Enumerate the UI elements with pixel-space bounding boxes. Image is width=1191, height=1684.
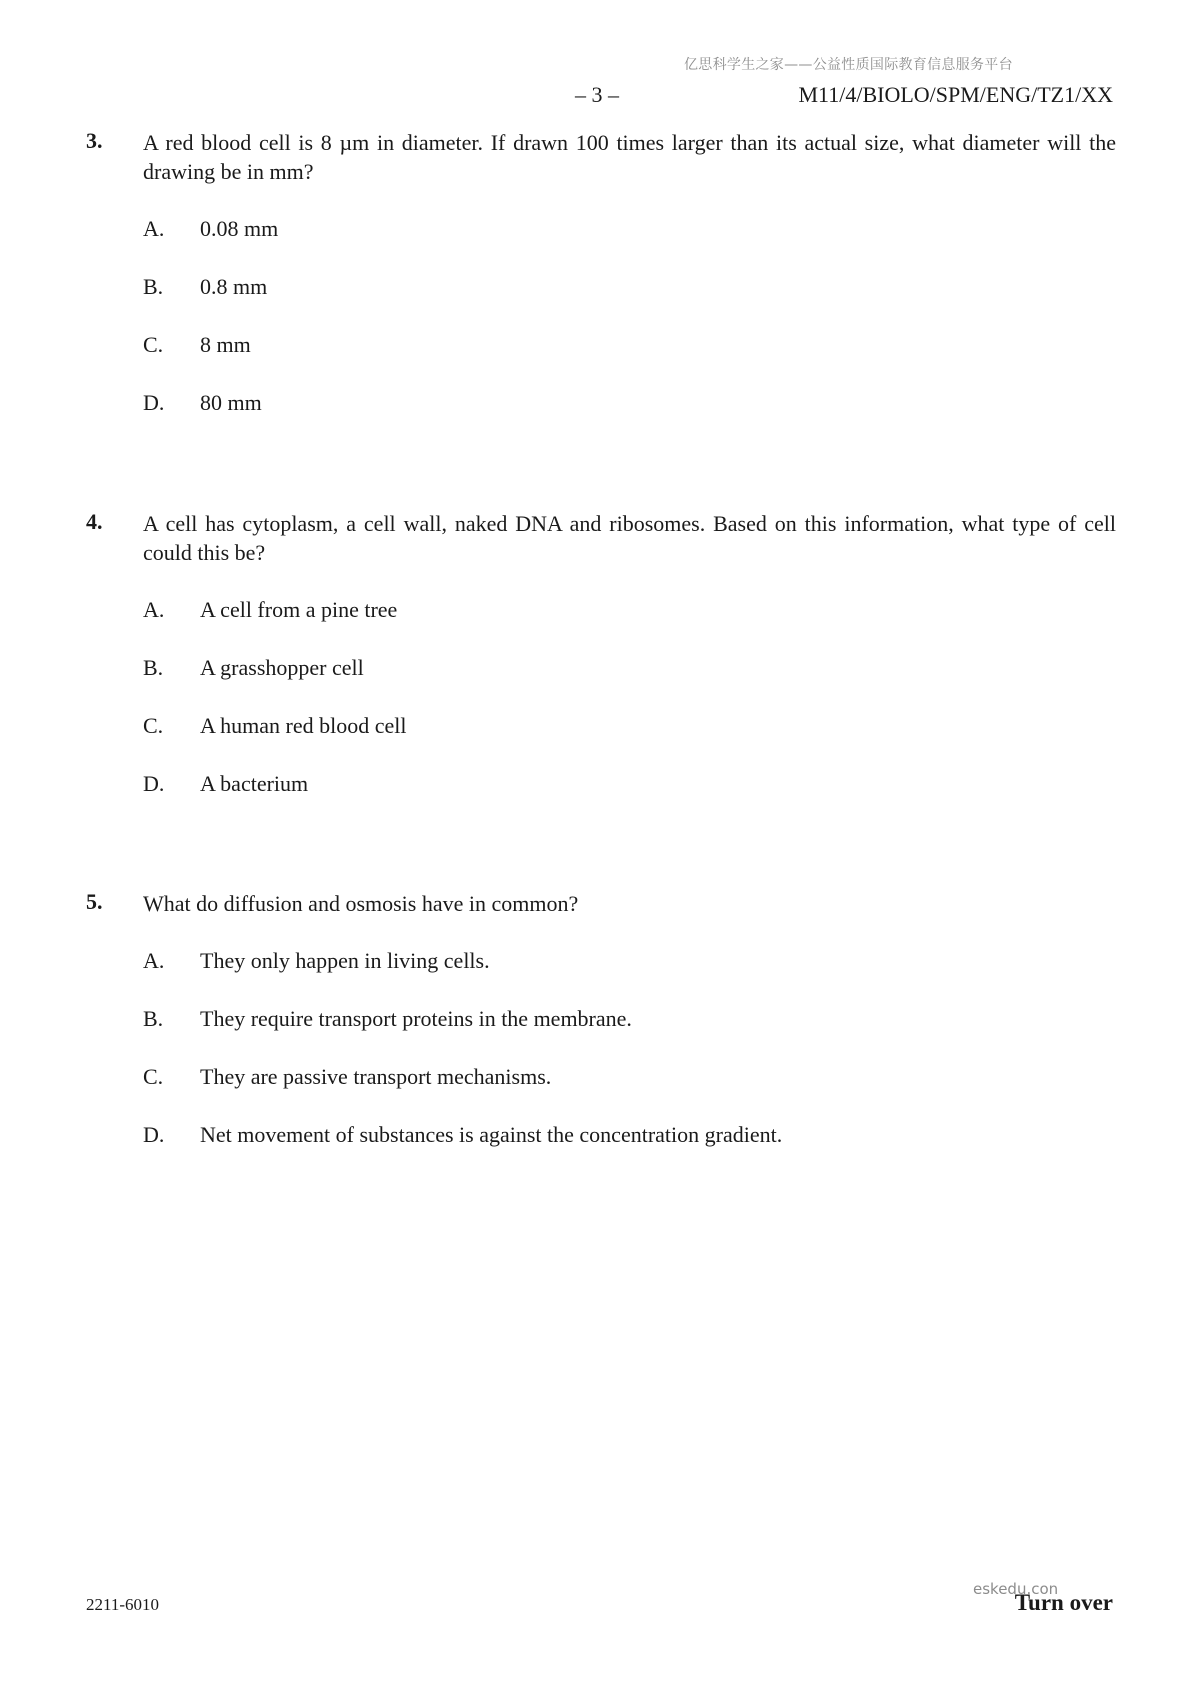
option-b — [143, 272, 1116, 301]
question-number: 3. — [86, 128, 103, 153]
option-b — [143, 1004, 1116, 1033]
option-letter: B. — [143, 1006, 164, 1031]
option-text: 8 mm — [200, 332, 251, 357]
option-text: Net movement of substances is against the concentration gradient. — [200, 1122, 783, 1147]
option-text: A human red blood cell — [200, 713, 407, 738]
option-c — [143, 711, 1116, 740]
option-letter: A. — [143, 597, 165, 622]
option-text: 0.08 mm — [200, 216, 279, 241]
exam-code: M11/4/BIOLO/SPM/ENG/TZ1/XX — [798, 82, 1113, 107]
option-a — [143, 214, 1116, 243]
option-text: 80 mm — [200, 390, 262, 415]
option-c — [143, 330, 1116, 359]
question-text: What do diffusion and osmosis have in common? — [143, 891, 579, 916]
question-3 — [86, 128, 1116, 446]
option-text: They require transport proteins in the membrane. — [200, 1006, 632, 1031]
option-text: A grasshopper cell — [200, 655, 364, 680]
answer-options — [143, 214, 1116, 417]
option-d — [143, 769, 1116, 798]
question-number: 5. — [86, 889, 103, 914]
option-d — [143, 1120, 1116, 1149]
option-b — [143, 653, 1116, 682]
option-text: They only happen in living cells. — [200, 948, 490, 973]
answer-options — [143, 946, 1116, 1149]
option-letter: C. — [143, 332, 164, 357]
page-number: – 3 – — [575, 82, 619, 107]
question-number: 4. — [86, 509, 103, 534]
option-c — [143, 1062, 1116, 1091]
option-letter: D. — [143, 771, 165, 796]
question-text: A red blood cell is 8 µm in diameter. If drawn 100 times larger than its actual size, what diameter will the drawing be in mm? — [143, 130, 1116, 184]
option-text: They are passive transport mechanisms. — [200, 1064, 552, 1089]
option-letter: B. — [143, 655, 164, 680]
footer-code: 2211-6010 — [86, 1595, 160, 1614]
header-watermark: 亿思科学生之家——公益性质国际教育信息服务平台 — [684, 57, 1013, 73]
option-letter: D. — [143, 1122, 165, 1147]
question-text: A cell has cytoplasm, a cell wall, naked DNA and ribosomes. Based on this information, what type of cell could this be? — [143, 511, 1116, 565]
option-text: A cell from a pine tree — [200, 597, 398, 622]
option-letter: B. — [143, 274, 164, 299]
option-a — [143, 946, 1116, 975]
question-4 — [86, 509, 1116, 827]
option-a — [143, 595, 1116, 624]
option-letter: A. — [143, 216, 165, 241]
option-text: A bacterium — [200, 771, 309, 796]
option-d — [143, 388, 1116, 417]
option-letter: D. — [143, 390, 165, 415]
turn-over-label: Turn over — [1014, 1590, 1113, 1615]
option-letter: C. — [143, 1064, 164, 1089]
footer-watermark: eskedu.con — [973, 1580, 1059, 1598]
question-5 — [86, 889, 1116, 1178]
option-letter: C. — [143, 713, 164, 738]
option-text: 0.8 mm — [200, 274, 268, 299]
answer-options — [143, 595, 1116, 798]
option-letter: A. — [143, 948, 165, 973]
